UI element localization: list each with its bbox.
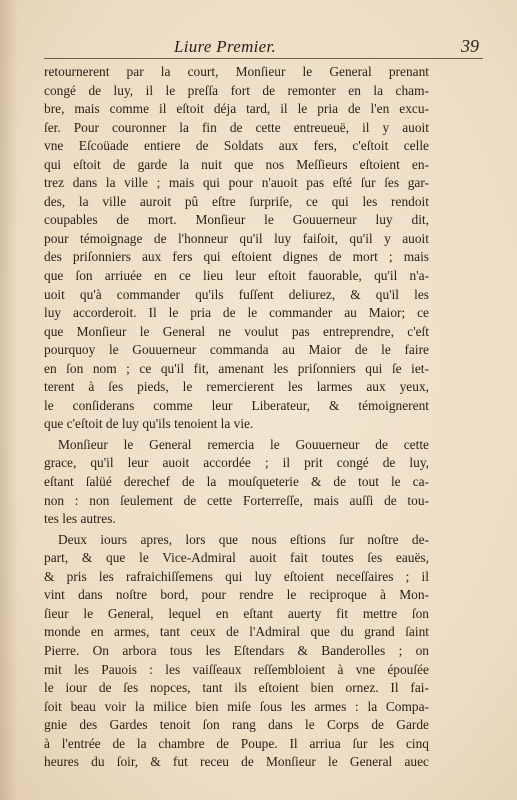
text-line: & pris les rafraichiſſemens qui luy eſtoient neceſſaires ; il <box>44 568 429 584</box>
text-line: gnie des Gardes tenoit ſon rang dans le Corps de Garde <box>44 717 429 733</box>
text-line: non : non ſeulement de cette Forterreſſe, mais auſſi de tou- <box>44 492 429 508</box>
text-line: heures du ſoir, & fut receu de Monſieur le General auec <box>44 754 429 770</box>
text-line: trez dans la ville ; mais qui pour n'auoit pas eſté ſur ſes gar- <box>44 175 429 191</box>
text-line: vne Eſcoüade entiere de Soldats aux fers, c'eſtoit celle <box>44 138 429 154</box>
text-line: grace, qu'il leur auoit accordée ; il prit congé de luy, <box>44 455 429 471</box>
text-line: luy accorderoit. Il le pria de le commander au Maior; ce <box>44 305 429 321</box>
text-line: congé de luy, il le preſſa fort de remonter en la cham- <box>44 82 429 98</box>
text-line: à l'entrée de la chambre de Poupe. Il arriua ſur les cinq <box>44 735 429 751</box>
text-line: vint dans noſtre bord, pour rendre le reciproque à Mon- <box>44 587 429 603</box>
text-line: uoit qu'à commander qu'ils fuſſent deliurez, & qu'il les <box>44 286 429 302</box>
text-line: pour témoignage de l'honneur qu'il luy faiſoit, qu'il y auoit <box>44 230 429 246</box>
text-line: le iour de ſes nopces, tant ils eſtoient bien ornez. Il fai- <box>44 680 429 696</box>
text-line: des, la ville auroit pû eſtre ſurpriſe, ce qui les rendoit <box>44 193 429 209</box>
text-line: des priſonniers aux fers qui eſtoient dignes de mort ; mais <box>44 249 429 265</box>
text-line: en ſon nom ; ce qu'il fit, amenant les priſonniers qui ſe iet- <box>44 360 429 376</box>
paragraph <box>44 531 429 772</box>
text-line: que Monſieur le General ne voulut pas entreprendre, c'eſt <box>44 323 429 339</box>
text-line: Monſieur le General remercia le Gouuerneur de cette <box>58 436 429 452</box>
text-line: monde en armes, tant ceux de l'Admiral que du grand ſaint <box>44 624 429 640</box>
body-text <box>44 61 429 772</box>
text-line: que c'eſtoit de luy qu'ils tenoient la vie. <box>44 416 254 432</box>
page-header <box>44 36 483 59</box>
text-line: qui eſtoit de garde la nuit que nos Meſſieurs eſtoient en- <box>44 156 429 172</box>
text-line: coupables de mort. Monſieur le Gouuerneur luy dit, <box>44 212 429 228</box>
text-line: retournerent par la court, Monſieur le General prenant <box>44 64 429 79</box>
paragraph <box>44 63 429 434</box>
text-line: part, & que le Vice-Admiral auoit fait toutes ſes eauës, <box>44 550 429 566</box>
text-line: ſer. Pour couronner la fin de cette entreueuë, il y auoit <box>44 119 429 135</box>
text-line: pourquoy le Gouuerneur commanda au Maior de le faire <box>44 342 429 358</box>
text-line: Deux iours apres, lors que nous eſtions ſur noſtre de- <box>58 531 429 547</box>
paragraph <box>44 436 429 529</box>
text-line: le conſiderans comme leur Liberateur, & témoignerent <box>44 397 429 413</box>
text-line: ſieur le General, lequel en eſtant auerty fit mettre ſon <box>44 605 429 621</box>
text-line: mit les Pauois : les vaiſſeaux reſſembloient à vne épouſée <box>44 661 429 677</box>
text-line: ſoit beau voir la milice bien miſe ſous les armes : la Compa- <box>44 698 429 714</box>
page-number: 39 <box>461 36 479 56</box>
text-line: Pierre. On arbora tous les Eſtendars & Banderolles ; on <box>44 642 429 658</box>
text-line: tes les autres. <box>44 511 116 527</box>
text-line: bre, mais comme il eſtoit déja tard, il le pria de l'en excu- <box>44 101 429 117</box>
text-line: eſtant ſalüé derechef de la mouſqueterie & de tout le ca- <box>44 474 429 490</box>
running-head: Liure Premier. <box>174 37 277 56</box>
text-line: que ſon arriuée en ce lieu leur eſtoit fauorable, qu'il n'a- <box>44 268 429 284</box>
text-line: terent à ſes pieds, le remercierent les larmes aux yeux, <box>44 379 429 395</box>
